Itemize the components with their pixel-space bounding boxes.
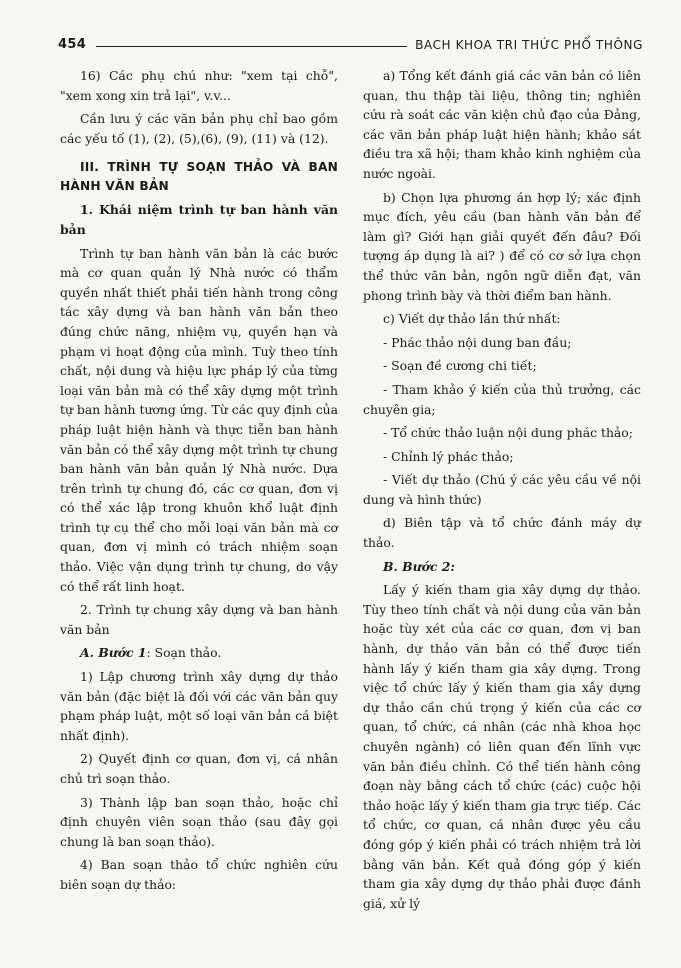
paragraph: 16) Các phụ chú như: "xem tại chỗ", "xem xong xin trả lại", v.v... — [60, 68, 338, 103]
page-number: 454 — [58, 37, 87, 52]
subheading: 1. Khái niệm trình tự ban hành văn bản — [60, 202, 338, 237]
list-item: - Tổ chức thảo luận nội dung phác thảo; — [383, 425, 633, 441]
list-item: - Tham khảo ý kiến của thủ trưởng, các chuyên gia; — [363, 381, 641, 417]
paragraph: 2) Quyết định cơ quan, đơn vị, cá nhân chủ trì soạn thảo. — [60, 751, 338, 786]
paragraph: Cần lưu ý các văn bản phụ chỉ bao gồm các yếu tố (1), (2), (5),(6), (9), (11) và (12). — [60, 111, 338, 146]
list-item: - Chỉnh lý phác thảo; — [383, 448, 514, 464]
step-a-text: : Soạn thảo. — [146, 645, 222, 661]
list-item: - Soạn đề cương chi tiết; — [383, 358, 537, 374]
step-b-label: B. Bước 2: — [383, 558, 455, 574]
paragraph: Trình tự ban hành văn bản là các bước mà cơ quan quản lý Nhà nước có thẩm quyền nhất thiết phải tiến hành trong công tác xây dựng và ban hành văn bản theo đúng chức năng, nhiệm vụ, quyền hạn và phạm vi hoạt động của mình. Tuỳ theo tính chất, nội dung và hiệu lực pháp lý của từng loại văn bản mà có thể xây dựng một trình tự ban hành tương ứng. Từ các quy định của pháp luật hiện hành và thực tiễn ban hành văn bản có thể xây dựng một trình tự chung ban hành văn bản quản lý Nhà nước. Dựa trên trình tự chung đó, các cơ quan, đơn vị có thể xác lập trong khuôn khổ luật định trình tự cụ thể cho mỗi loại văn bản mà cơ quan, đơn vị mình có trách nhiệm soạn thảo. Việc vận dụng trình tự chung, do vậy có thể rất linh hoạt. — [60, 245, 338, 594]
step-a-label: A. Bước 1 — [80, 645, 147, 661]
paragraph: 2. Trình tự chung xây dựng và ban hành văn bản — [60, 602, 338, 637]
paragraph: a) Tổng kết đánh giá các văn bản có liên quan, thu thập tài liệu, thông tin; nghiên cứu rà soát các văn kiện chủ đạo của Đảng, các văn bản pháp luật hiện hành; khảo sát điều tra xã hội; tham khảo kinh nghiệm của nước ngoài. — [363, 68, 641, 181]
right-column — [363, 66, 641, 917]
list-item: - Phác thảo nội dung ban đầu; — [383, 334, 572, 350]
left-column — [60, 66, 338, 899]
paragraph: Lấy ý kiến tham gia xây dựng dự thảo. Tùy theo tính chất và nội dung của văn bản hoặc tùy xét của các cơ quan, đơn vị ban hành, dự thảo văn bản có thể được tiến hành lấy ý kiến tham gia xây dựng. Trong việc tổ chức lấy ý kiến tham gia xây dựng dự thảo cần chú trọng ý kiến của các cơ quan, tổ chức, cá nhân (các nhà khoa học chuyên ngành) có liên quan đến lĩnh vực văn bản điều chỉnh. Có thể tiến hành công đoạn này bằng cách tổ chức (các) cuộc hội thảo hoặc lấy ý kiến tham gia trực tiếp. Các tổ chức, cơ quan, cá nhân được yêu cầu đóng góp ý kiến phải có trách nhiệm trả lời bằng văn bản. Kết quả đóng góp ý kiến tham gia xây dựng dự thảo phải được đánh giá, xử lý — [363, 582, 641, 911]
header-rule — [96, 46, 407, 47]
step-b-line — [363, 557, 641, 577]
paragraph: 1) Lập chương trình xây dựng dự thảo văn bản (đặc biệt là đối với các văn bản quy phạm pháp luật, một số loại văn bản cá biệt nhất định). — [60, 669, 338, 743]
paragraph: b) Chọn lựa phương án hợp lý; xác định mục đích, yêu cầu (ban hành văn bản để làm gì? Giới hạn giải quyết đến đâu? Đối tượng áp dụng là ai? ) để có cơ sở lựa chọn thể thức văn bản, ngôn ngữ diễn đạt, văn phong trình bày và thời điểm ban hành. — [363, 189, 641, 303]
paragraph: d) Biên tập và tổ chức đánh máy dự thảo. — [363, 515, 641, 551]
paragraph: 4) Ban soạn thảo tổ chức nghiên cứu biên soạn dự thảo: — [60, 857, 338, 892]
paragraph: 3) Thành lập ban soạn thảo, hoặc chỉ định chuyên viên soạn thảo (sau đây gọi chung là ban soạn thảo). — [60, 794, 338, 849]
list-item: - Viết dự thảo (Chú ý các yêu cầu về nội dung và hình thức) — [363, 472, 641, 507]
step-a-line — [60, 643, 338, 663]
page-header — [58, 34, 643, 54]
running-title: BACH KHOA TRI THỨC PHỔ THÔNG — [415, 38, 643, 52]
section-heading: III. TRÌNH TỰ SOẠN THẢO VÀ BAN HÀNH VĂN BẢN — [60, 160, 338, 194]
paragraph: c) Viết dự thảo lần thứ nhất: — [383, 311, 561, 327]
